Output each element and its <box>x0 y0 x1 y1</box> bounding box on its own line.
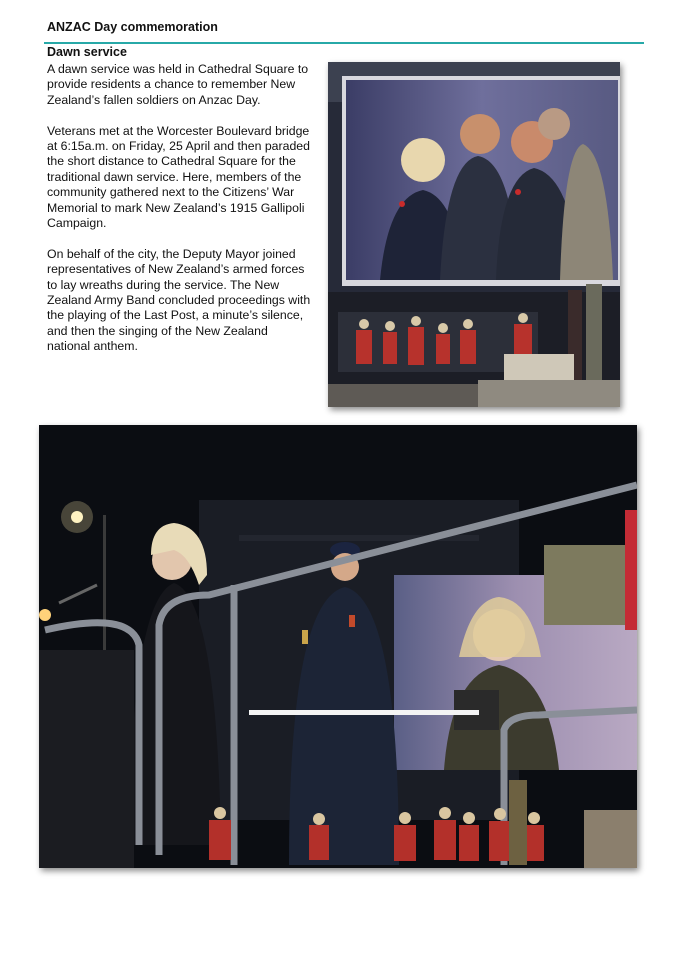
paragraph: A dawn service was held in Cathedral Square to provide residents a chance to remember New Zealand’s fallen soldiers on Anzac Day. <box>47 62 309 107</box>
section-heading: Dawn service <box>47 45 127 59</box>
paragraph: On behalf of the city, the Deputy Mayor joined representatives of New Zealand’s armed forces to lay wreaths during the service. The New Zealand Army Band concluded proceedings with the playing of the Last Post, a minute’s silence, and then the singing of the New Zealand national anthem. <box>47 246 311 354</box>
header-title: ANZAC Day commemoration <box>47 20 218 34</box>
body-text <box>47 62 312 370</box>
header-rule <box>44 42 644 44</box>
paragraph: Veterans met at the Worcester Boulevard bridge at 6:15a.m. on Friday, 25 April and then paraded the short distance to Cathedral Square for the traditional dawn service. Here, members of the community gathered next to the Citizens’ War Memorial to mark New Zealand’s 1915 Gallipoli Campaign. <box>47 123 310 231</box>
photo-deputy-mayor-speaking <box>39 425 637 868</box>
photo-dignitaries-on-screen <box>328 62 620 407</box>
